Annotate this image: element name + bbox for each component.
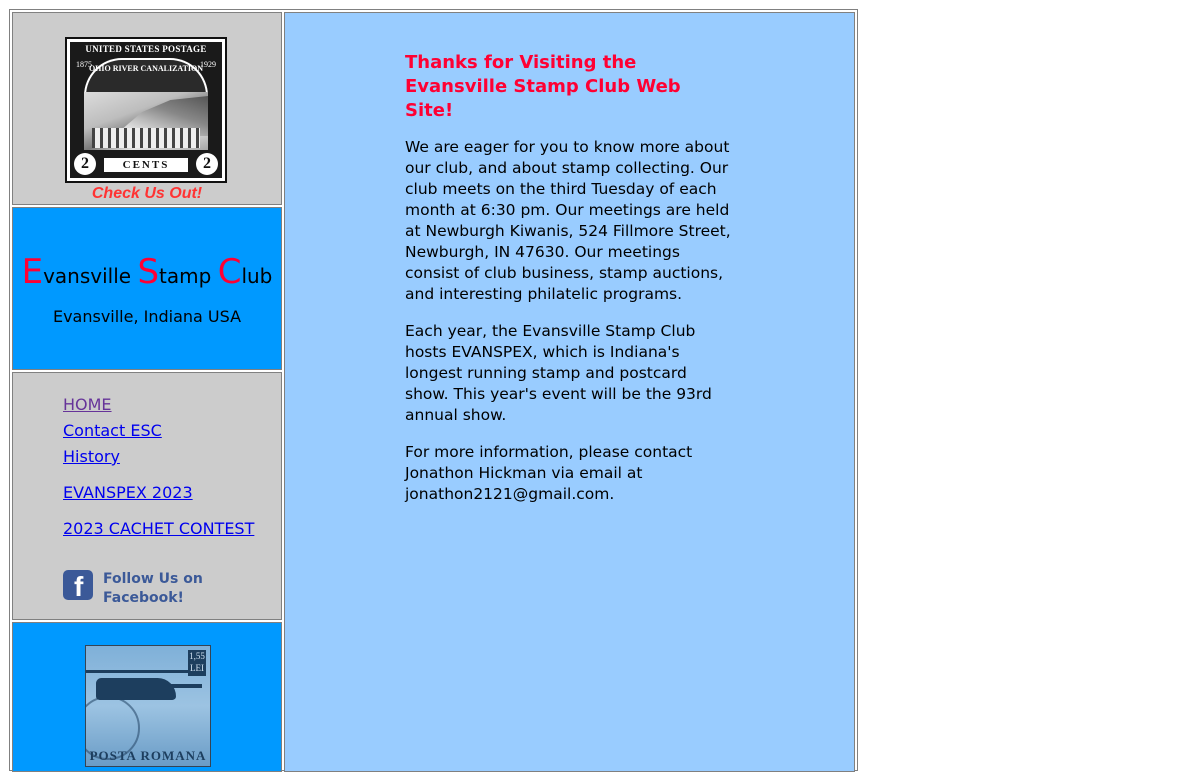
navigation-cell: [12, 372, 282, 620]
helicopter-rotor: [86, 670, 196, 673]
nav-link-home[interactable]: HOME: [63, 395, 112, 414]
club-word-evansville: vansville: [43, 264, 138, 288]
nav-link-contact[interactable]: Contact ESC: [63, 421, 162, 440]
stamp-cents-label: CENTS: [104, 158, 188, 172]
club-name: [13, 252, 281, 292]
stamp-top-text: UNITED STATES POSTAGE: [70, 42, 222, 56]
page-frame: [9, 9, 858, 771]
welcome-headline: Thanks for Visiting the Evansville Stamp Club Web Site!: [405, 52, 681, 121]
helicopter-stamp-image: [85, 645, 211, 767]
stamp-cell: [12, 12, 282, 205]
stamp2-country: POSTA ROMANA: [89, 748, 207, 763]
facebook-icon: f: [63, 570, 93, 600]
nav-link-history[interactable]: History: [63, 447, 120, 466]
club-word-stamp: tamp: [159, 264, 218, 288]
stamp-artwork: [70, 42, 222, 178]
club-location: Evansville, Indiana USA: [52, 307, 242, 326]
about-paragraph: We are eager for you to know more about our club, and about stamp collecting. Our club meets on the third Tuesday of each month at 6:30 pm. Our meetings are held at Newburgh Kiwanis, 524 Fillmore Street, Newburgh, IN 47630. Our meetings consist of club business, stamp auctions, and interesting philatelic programs.: [405, 138, 731, 303]
helicopter-tail: [166, 684, 202, 688]
facebook-link[interactable]: [63, 570, 253, 610]
stamp-arc-text: OHIO RIVER CANALIZATION: [88, 64, 204, 73]
main-content-cell: [284, 12, 855, 772]
club-initial-c: C: [217, 252, 242, 292]
stamp-bottom-band: [70, 150, 222, 178]
stamp2-value: 1,55 LEI: [188, 650, 206, 676]
helicopter-body: [96, 678, 176, 700]
nav-link-evanspex[interactable]: EVANSPEX 2023: [63, 483, 193, 502]
romanian-stamp-cell: [12, 622, 282, 772]
stamp-dam: [92, 128, 200, 148]
club-word-club: lub: [241, 264, 273, 288]
nav-link-cachet-contest[interactable]: 2023 CACHET CONTEST: [63, 519, 255, 538]
contact-paragraph: For more information, please contact Jonathon Hickman via email at jonathon2121@gmail.com.: [405, 443, 693, 503]
stamp-scene: [84, 92, 208, 154]
club-initial-e: E: [21, 252, 44, 292]
evanspex-paragraph: Each year, the Evansville Stamp Club hosts EVANSPEX, which is Indiana's longest running stamp and postcard show. This year's event will be the 93rd annual show.: [405, 322, 712, 424]
club-title-cell: [12, 207, 282, 370]
facebook-label: Follow Us on Facebook!: [103, 571, 203, 606]
stamp-denomination-left: 2: [74, 153, 96, 175]
stamp-denomination-right: 2: [196, 153, 218, 175]
main-content: [405, 51, 735, 521]
stamp-year-right: 1929: [200, 60, 216, 69]
check-us-out-caption[interactable]: Check Us Out!: [91, 185, 203, 202]
ohio-river-stamp-image[interactable]: [65, 37, 227, 183]
stamp-year-left: 1875: [76, 60, 92, 69]
club-initial-s: S: [137, 252, 160, 292]
